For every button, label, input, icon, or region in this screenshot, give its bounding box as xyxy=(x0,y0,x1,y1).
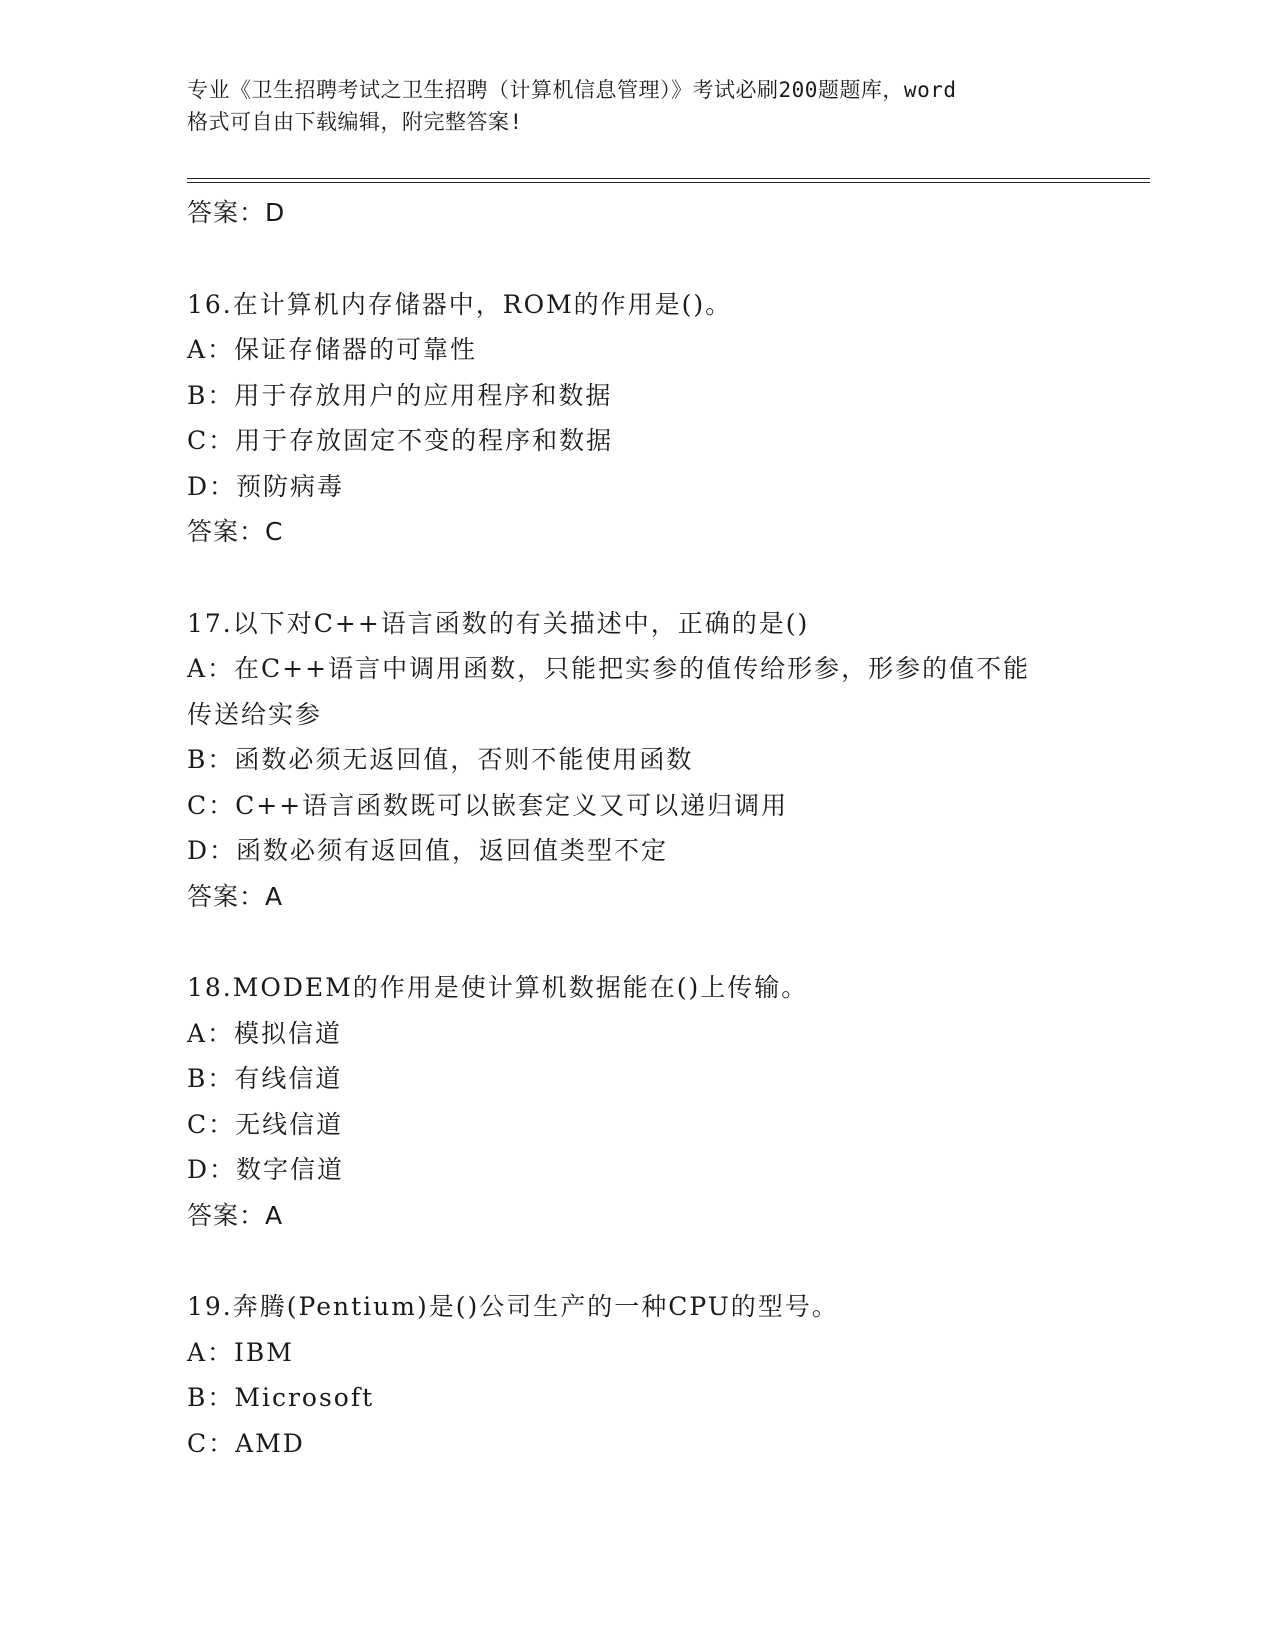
option-a-continued: 传送给实参 xyxy=(187,699,323,729)
option-a: A：保证存储器的可靠性 xyxy=(187,335,478,364)
option-b: B：用于存放用户的应用程序和数据 xyxy=(187,380,613,410)
option-a: A：IBM xyxy=(187,1337,294,1367)
header-divider-top xyxy=(187,178,1150,179)
header-divider-bottom xyxy=(187,182,1150,183)
option-a: A：在C++语言中调用函数，只能把实参的值传给形参，形参的值不能 xyxy=(187,654,1031,683)
question-19 xyxy=(187,1284,1117,1466)
option-b: B：Microsoft xyxy=(187,1383,375,1412)
question-17 xyxy=(187,601,1117,920)
question-18 xyxy=(187,965,1117,1238)
option-c: C：无线信道 xyxy=(187,1109,344,1139)
option-d: D：函数必须有返回值，返回值类型不定 xyxy=(187,836,669,865)
previous-answer: 答案：D xyxy=(187,198,286,227)
spacer xyxy=(187,1238,1117,1284)
option-b: B：函数必须无返回值，否则不能使用函数 xyxy=(187,745,694,774)
header-title-line-1: 专业《卫生招聘考试之卫生招聘（计算机信息管理）》考试必刷200题题库，word xyxy=(187,78,957,102)
question-answer: 答案：C xyxy=(187,517,284,546)
question-list xyxy=(187,190,1117,1466)
question-answer: 答案：A xyxy=(187,881,284,911)
option-a: A：模拟信道 xyxy=(187,1018,343,1048)
spacer xyxy=(187,919,1117,965)
option-c: C：AMD xyxy=(187,1428,305,1458)
question-stem: 18.MODEM的作用是使计算机数据能在()上传输。 xyxy=(187,973,809,1002)
question-stem: 19.奔腾(Pentium)是()公司生产的一种CPU的型号。 xyxy=(187,1292,839,1321)
option-d: D：预防病毒 xyxy=(187,471,345,501)
option-d: D：数字信道 xyxy=(187,1155,345,1184)
question-stem: 17.以下对C++语言函数的有关描述中，正确的是() xyxy=(187,608,810,638)
question-answer: 答案：A xyxy=(187,1200,284,1230)
option-b: B：有线信道 xyxy=(187,1064,343,1093)
option-c: C：C++语言函数既可以嵌套定义又可以递归调用 xyxy=(187,790,789,820)
question-stem: 16.在计算机内存储器中，ROM的作用是()。 xyxy=(187,289,733,319)
question-16 xyxy=(187,282,1117,555)
option-c: C：用于存放固定不变的程序和数据 xyxy=(187,426,614,455)
header-title-line-2: 格式可自由下载编辑，附完整答案! xyxy=(187,110,523,134)
spacer xyxy=(187,236,1117,282)
spacer xyxy=(187,555,1117,601)
document-header xyxy=(187,74,1087,138)
